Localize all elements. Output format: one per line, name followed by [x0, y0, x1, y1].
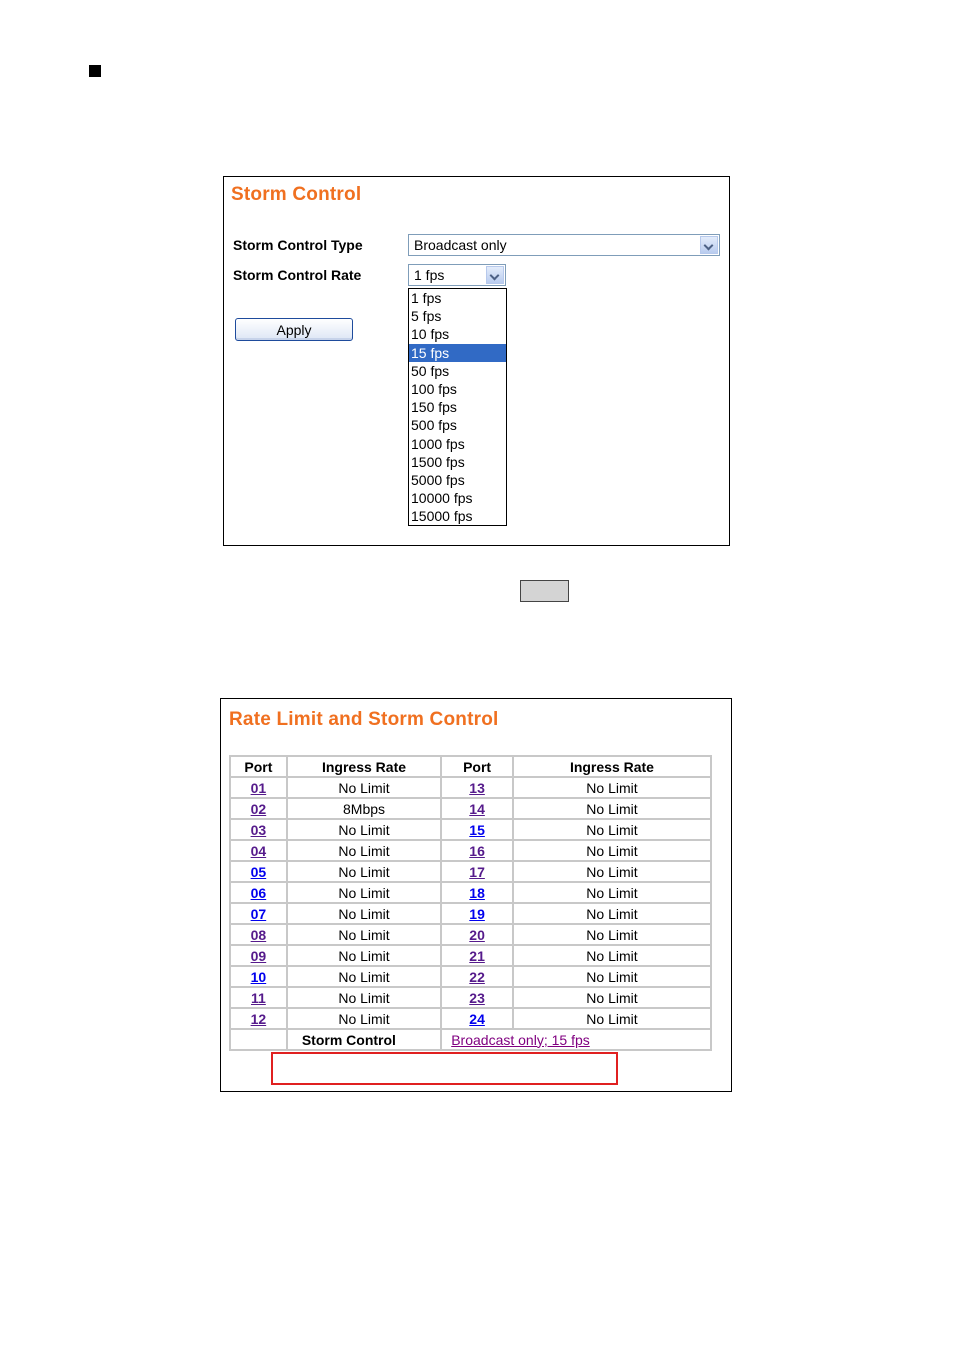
storm-control-panel	[223, 176, 730, 546]
ingress-rate-cell: No Limit	[287, 861, 441, 882]
port-cell	[230, 882, 287, 903]
port-cell	[230, 987, 287, 1008]
storm-control-summary-link[interactable]: Broadcast only; 15 fps	[451, 1031, 590, 1048]
storm-control-title: Storm Control	[231, 184, 362, 205]
port-cell	[441, 798, 513, 819]
ingress-rate-cell: No Limit	[513, 882, 711, 903]
column-header-ingress-rate: Ingress Rate	[513, 756, 711, 777]
port-cell	[441, 1008, 513, 1029]
port-cell	[230, 924, 287, 945]
storm-control-rate-value: 1 fps	[414, 267, 445, 283]
rate-option[interactable]: 5 fps	[411, 308, 442, 325]
rate-option[interactable]: 15 fps	[409, 344, 506, 362]
rate-option[interactable]: 1 fps	[411, 290, 442, 306]
chevron-down-icon[interactable]	[486, 266, 504, 284]
column-header-port: Port	[441, 756, 513, 777]
table-row	[230, 945, 711, 966]
port-link[interactable]: 24	[469, 1010, 485, 1027]
ingress-rate-cell: No Limit	[513, 924, 711, 945]
port-link[interactable]: 23	[469, 989, 485, 1006]
ingress-rate-cell: No Limit	[513, 840, 711, 861]
port-cell	[230, 840, 287, 861]
port-link[interactable]: 04	[250, 842, 267, 859]
port-cell	[230, 819, 287, 840]
port-cell	[441, 903, 513, 924]
port-link[interactable]: 10	[250, 968, 267, 985]
table-row	[230, 966, 711, 987]
apply-button[interactable]: Apply	[235, 318, 353, 341]
port-link[interactable]: 21	[469, 947, 485, 964]
port-cell	[230, 945, 287, 966]
ingress-rate-cell: No Limit	[287, 987, 441, 1008]
port-link[interactable]: 19	[469, 905, 485, 922]
port-link[interactable]: 01	[250, 779, 267, 796]
port-link[interactable]: 11	[251, 989, 266, 1006]
port-link[interactable]: 07	[250, 905, 267, 922]
ingress-rate-cell: No Limit	[287, 924, 441, 945]
rate-option[interactable]: 150 fps	[411, 399, 457, 416]
storm-control-summary-label: Storm Control	[287, 1029, 441, 1050]
ingress-rate-cell: No Limit	[287, 1008, 441, 1029]
port-cell	[441, 882, 513, 903]
port-cell	[441, 924, 513, 945]
bullet-square-icon	[89, 65, 101, 77]
rate-option[interactable]: 1000 fps	[411, 435, 465, 452]
ingress-rate-cell: No Limit	[513, 798, 711, 819]
storm-control-rate-label: Storm Control Rate	[233, 267, 362, 283]
storm-control-rate-select[interactable]	[408, 264, 506, 286]
ingress-rate-cell: 8Mbps	[287, 798, 441, 819]
chevron-down-icon[interactable]	[700, 236, 718, 254]
ingress-rate-cell: No Limit	[513, 777, 711, 798]
table-row	[230, 987, 711, 1008]
port-link[interactable]: 12	[250, 1010, 267, 1027]
table-row	[230, 882, 711, 903]
port-link[interactable]: 03	[250, 821, 267, 838]
port-link[interactable]: 08	[250, 926, 267, 943]
rate-option[interactable]: 1500 fps	[411, 453, 465, 470]
rate-limit-title: Rate Limit and Storm Control	[229, 709, 499, 730]
rate-option[interactable]: 50 fps	[411, 362, 450, 379]
ingress-rate-cell: No Limit	[287, 840, 441, 861]
rate-option[interactable]: 500 fps	[411, 417, 457, 434]
port-link[interactable]: 18	[469, 884, 485, 901]
ingress-rate-cell: No Limit	[513, 819, 711, 840]
column-header-port: Port	[230, 756, 287, 777]
ingress-rate-cell: No Limit	[513, 966, 711, 987]
port-cell	[441, 945, 513, 966]
empty-cell	[230, 1029, 287, 1050]
ingress-rate-cell: No Limit	[513, 987, 711, 1008]
ingress-rate-cell: No Limit	[287, 945, 441, 966]
table-row	[230, 903, 711, 924]
port-cell	[230, 1008, 287, 1029]
table-row	[230, 798, 711, 819]
table-row	[230, 924, 711, 945]
storm-control-rate-dropdown[interactable]	[408, 288, 507, 526]
port-cell	[230, 903, 287, 924]
port-cell	[230, 966, 287, 987]
storm-control-type-label: Storm Control Type	[233, 237, 363, 253]
port-cell	[441, 819, 513, 840]
storm-control-type-select[interactable]	[408, 234, 720, 256]
port-cell	[230, 798, 287, 819]
port-link[interactable]: 16	[469, 842, 485, 859]
ingress-rate-cell: No Limit	[513, 1008, 711, 1029]
table-row	[230, 1008, 711, 1029]
port-link[interactable]: 14	[469, 800, 485, 817]
table-row	[230, 861, 711, 882]
port-link[interactable]: 09	[250, 947, 267, 964]
port-cell	[441, 861, 513, 882]
port-link[interactable]: 06	[250, 884, 267, 901]
apply-button-illustration	[520, 580, 569, 602]
table-header-row	[230, 756, 711, 777]
table-row	[230, 819, 711, 840]
storm-control-type-value: Broadcast only	[414, 237, 507, 253]
rate-option[interactable]: 10 fps	[411, 326, 450, 343]
port-cell	[441, 777, 513, 798]
ingress-rate-cell: No Limit	[513, 861, 711, 882]
port-link[interactable]: 13	[469, 779, 485, 796]
rate-option[interactable]: 15000 fps	[411, 508, 473, 525]
port-link[interactable]: 17	[469, 863, 485, 880]
ingress-rate-cell: No Limit	[287, 777, 441, 798]
port-link[interactable]: 02	[250, 800, 267, 817]
highlight-box	[271, 1052, 618, 1085]
ingress-rate-cell: No Limit	[287, 819, 441, 840]
port-link[interactable]: 22	[469, 968, 485, 985]
port-link[interactable]: 05	[250, 863, 267, 880]
rate-option[interactable]: 10000 fps	[411, 490, 473, 507]
port-cell	[441, 987, 513, 1008]
table-row	[230, 777, 711, 798]
ingress-rate-cell: No Limit	[287, 882, 441, 903]
rate-option[interactable]: 5000 fps	[411, 471, 465, 488]
rate-limit-table	[229, 755, 712, 1051]
ingress-rate-cell: No Limit	[287, 903, 441, 924]
storm-control-summary-cell	[441, 1029, 711, 1050]
port-link[interactable]: 15	[469, 821, 485, 838]
column-header-ingress-rate: Ingress Rate	[287, 756, 441, 777]
rate-option[interactable]: 100 fps	[411, 380, 457, 397]
ingress-rate-cell: No Limit	[287, 966, 441, 987]
port-cell	[230, 861, 287, 882]
table-row	[230, 840, 711, 861]
rate-limit-panel	[220, 698, 732, 1092]
ingress-rate-cell: No Limit	[513, 903, 711, 924]
ingress-rate-cell: No Limit	[513, 945, 711, 966]
port-cell	[441, 966, 513, 987]
port-cell	[441, 840, 513, 861]
port-cell	[230, 777, 287, 798]
storm-control-summary-row	[230, 1029, 711, 1050]
port-link[interactable]: 20	[469, 926, 485, 943]
